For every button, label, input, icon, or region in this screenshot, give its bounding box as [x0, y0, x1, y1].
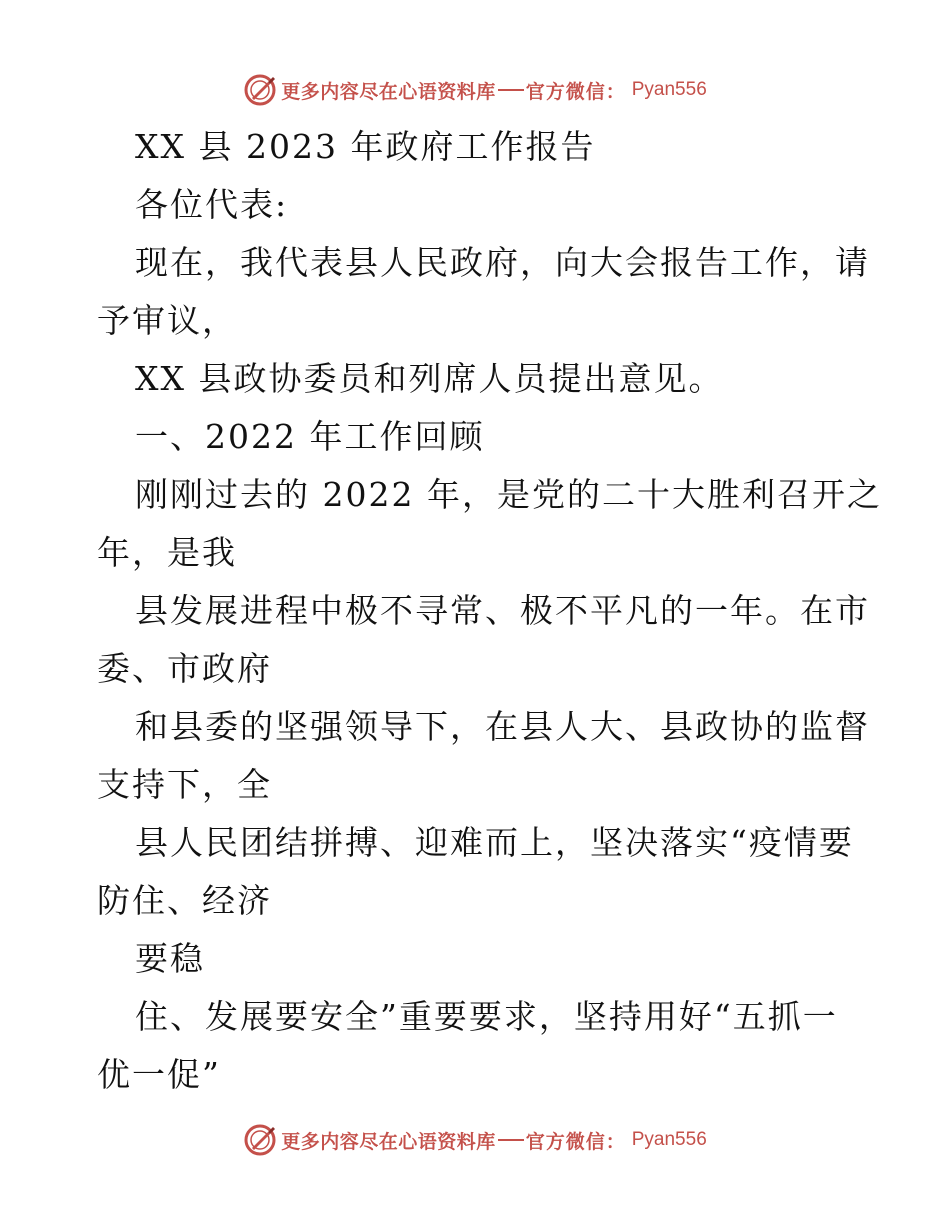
text-line: 要稳	[135, 939, 205, 978]
text-line: 委、市政府	[97, 649, 272, 688]
document-title: XX 县 2023 年政府工作报告	[135, 127, 596, 166]
banner-text: 更多内容尽在心语资料库	[281, 80, 496, 103]
banner-text: 更多内容尽在心语资料库	[281, 1130, 496, 1153]
text-line: 防住、经济	[97, 881, 272, 920]
banner-wechat-label: 官方微信：	[525, 1130, 626, 1153]
header-banner	[0, 70, 950, 110]
text-line: 支持下，全	[97, 765, 272, 804]
banner-wechat-id: Pyan556	[631, 79, 707, 100]
text-line: 县发展进程中极不寻常、极不平凡的一年。在市	[135, 591, 870, 630]
text-line: 现在，我代表县人民政府，向大会报告工作，请	[135, 243, 870, 282]
text-line: 予审议，	[97, 301, 237, 340]
text-line: 优一促”	[97, 1055, 221, 1094]
text-line: 和县委的坚强领导下，在县人大、县政协的监督	[135, 707, 870, 746]
banner-dash	[498, 1139, 524, 1141]
pen-nib-circle-icon	[243, 73, 277, 107]
document-body	[97, 118, 882, 1104]
banner-wechat-label: 官方微信：	[525, 80, 626, 103]
text-line: 刚刚过去的 2022 年，是党的二十大胜利召开之	[135, 475, 882, 514]
footer-banner	[0, 1120, 950, 1160]
banner-dash	[498, 89, 524, 91]
text-line: 住、发展要安全”重要要求，坚持用好“五抓一	[135, 997, 838, 1036]
salutation: 各位代表:	[135, 185, 289, 224]
section-heading: 一、2022 年工作回顾	[135, 417, 485, 456]
text-line: 年，是我	[97, 533, 237, 572]
pen-nib-circle-icon	[243, 1123, 277, 1157]
banner-wechat-id: Pyan556	[631, 1129, 707, 1150]
text-line: 县人民团结拼搏、迎难而上，坚决落实“疫情要	[135, 823, 854, 862]
text-line: XX 县政协委员和列席人员提出意见。	[135, 359, 724, 398]
